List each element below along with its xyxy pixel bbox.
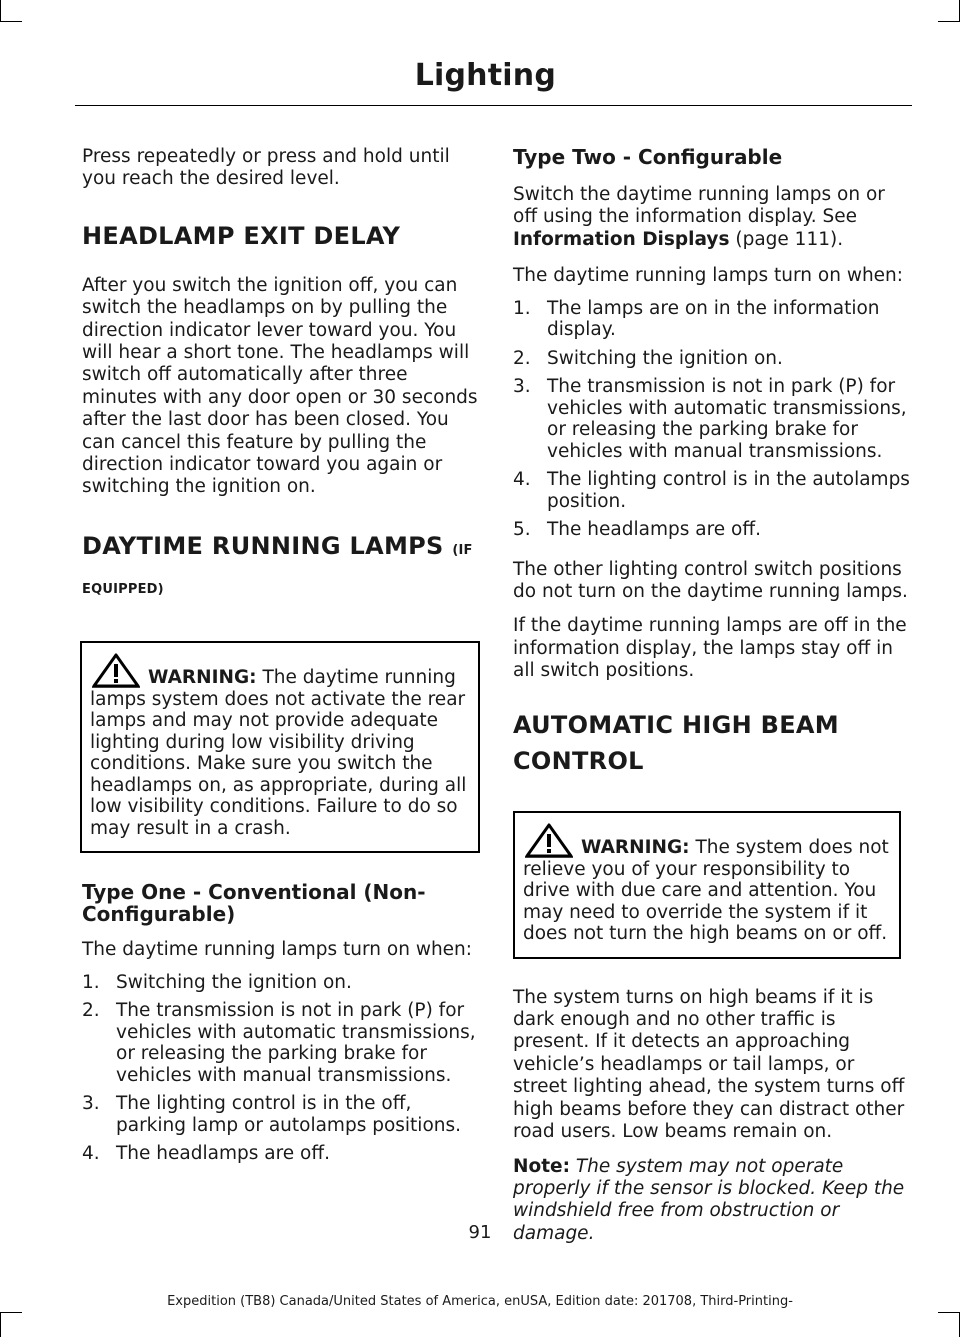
- note-label: Note:: [513, 1155, 570, 1177]
- list-item: [82, 1000, 480, 1086]
- list-number: 3.: [82, 1093, 100, 1115]
- high-beam-warning-text: The system does not relieve you of your responsibility to drive with due care and attention. You may need to override the system if it does not turn the high beams on or off.: [523, 836, 889, 945]
- crop-mark: [0, 0, 1, 22]
- list-text: The transmission is not in park (P) for vehicles with automatic transmissions, or releasing the parking brake for vehicles with manual transmissions.: [116, 1000, 476, 1086]
- list-text: Switching the ignition on.: [116, 971, 352, 993]
- header-rule: [75, 105, 912, 106]
- exit-delay-body: After you switch the ignition off, you can switch the headlamps on by pulling the direction indicator lever toward you. You will hear a short tone. The headlamps will switch off automatically after three minutes with any door open or 30 seconds after the last door has been closed. You can cancel this feature by pulling the direction indicator toward you again or switching the ignition on.: [82, 274, 478, 498]
- list-text: The lighting control is in the off, parking lamp or autolamps positions.: [116, 1093, 462, 1136]
- note-text: The system may not operate properly if the sensor is blocked. Keep the windshield free from obstruction or damage.: [513, 1155, 905, 1244]
- type-two-list: [513, 298, 911, 541]
- type-two-intro: [513, 184, 911, 251]
- drl-heading-suffix: (IF EQUIPPED): [82, 542, 473, 597]
- left-column: [82, 146, 480, 1183]
- list-text: The transmission is not in park (P) for vehicles with automatic transmissions, or releasing the parking brake for vehicles with manual transmissions.: [547, 376, 907, 462]
- list-number: 1.: [82, 971, 100, 993]
- list-item: [82, 1093, 480, 1136]
- drl-warning-text: The daytime running lamps system does not activate the rear lamps and may not provide adequate lighting during low visibility driving conditions. Make sure you switch the headlamps on, as appropriate, during all low visibility conditions. Failure to do so may result in a crash.: [90, 666, 467, 839]
- crop-mark: [0, 21, 22, 22]
- list-number: 1.: [513, 297, 531, 319]
- footer-text: Expedition (TB8) Canada/United States of America, enUSA, Edition date: 201708, Third-Printing-: [167, 1294, 793, 1309]
- high-beam-heading-line1: AUTOMATIC HIGH BEAM: [513, 710, 839, 739]
- other-positions-paragraph: The other lighting control switch positions do not turn on the daytime running lamps.: [513, 558, 908, 603]
- list-text: The headlamps are off.: [116, 1143, 330, 1165]
- high-beam-warning-label: WARNING:: [581, 836, 690, 858]
- page-title: Lighting: [414, 58, 556, 93]
- exit-delay-heading: HEADLAMP EXIT DELAY: [82, 221, 401, 250]
- high-beam-heading-line2: CONTROL: [513, 746, 644, 775]
- list-item: [513, 348, 911, 370]
- high-beam-heading: [513, 707, 911, 779]
- high-beam-body: The system turns on high beams if it is dark enough and no other traffic is present. If it detects an approaching vehicle’s headlamps or tail lamps, or street lighting ahead, the system turns off high beams before they can distract other road users. Low beams remain on.: [513, 986, 905, 1143]
- crop-mark: [938, 1312, 960, 1313]
- page-number: 91: [468, 1222, 492, 1243]
- list-text: The lighting control is in the autolamps position.: [547, 469, 910, 512]
- list-item: [513, 298, 911, 341]
- drl-warning: [90, 653, 472, 840]
- crop-mark: [938, 21, 960, 22]
- list-text: The lamps are on in the information display.: [547, 297, 880, 341]
- list-item: [513, 376, 911, 462]
- crop-mark: [0, 1313, 1, 1337]
- list-item: [513, 519, 911, 541]
- warning-triangle-icon: [523, 823, 575, 859]
- list-text: The headlamps are off.: [547, 519, 761, 541]
- right-column: [513, 146, 911, 1265]
- drl-heading: [82, 529, 480, 607]
- type-one-intro: The daytime running lamps turn on when:: [82, 939, 473, 961]
- drl-heading-text: DAYTIME RUNNING LAMPS: [82, 531, 444, 560]
- list-text: Switching the ignition on.: [547, 347, 783, 369]
- crop-mark: [0, 1312, 22, 1313]
- type-one-heading: Type One - Conventional (Non-Configurable): [82, 880, 426, 927]
- list-item: [513, 469, 911, 512]
- list-number: 2.: [513, 347, 531, 369]
- type-two-list-intro: The daytime running lamps turn on when:: [513, 265, 904, 287]
- list-number: 5.: [513, 519, 531, 541]
- drl-off-paragraph: If the daytime running lamps are off in the information display, the lamps stay off in all switch positions.: [513, 615, 907, 682]
- information-displays-link[interactable]: Information Displays: [513, 228, 730, 250]
- list-item: [82, 1143, 480, 1165]
- intro-paragraph: Press repeatedly or press and hold until you reach the desired level.: [82, 146, 450, 190]
- warning-triangle-icon: [90, 653, 142, 689]
- drl-warning-box: [80, 641, 480, 854]
- high-beam-warning: [523, 823, 893, 945]
- type-one-list: [82, 972, 480, 1165]
- list-number: 3.: [513, 376, 531, 398]
- type-two-heading: Type Two - Configurable: [513, 145, 783, 169]
- page-reference: (page 111).: [729, 228, 844, 250]
- type-two-intro-text: Switch the daytime running lamps on or off using the information display. See: [513, 184, 885, 228]
- list-number: 2.: [82, 1000, 100, 1022]
- list-item: [82, 972, 480, 994]
- high-beam-warning-box: [513, 811, 901, 959]
- list-number: 4.: [82, 1143, 100, 1165]
- list-number: 4.: [513, 469, 531, 491]
- drl-warning-label: WARNING:: [148, 666, 257, 688]
